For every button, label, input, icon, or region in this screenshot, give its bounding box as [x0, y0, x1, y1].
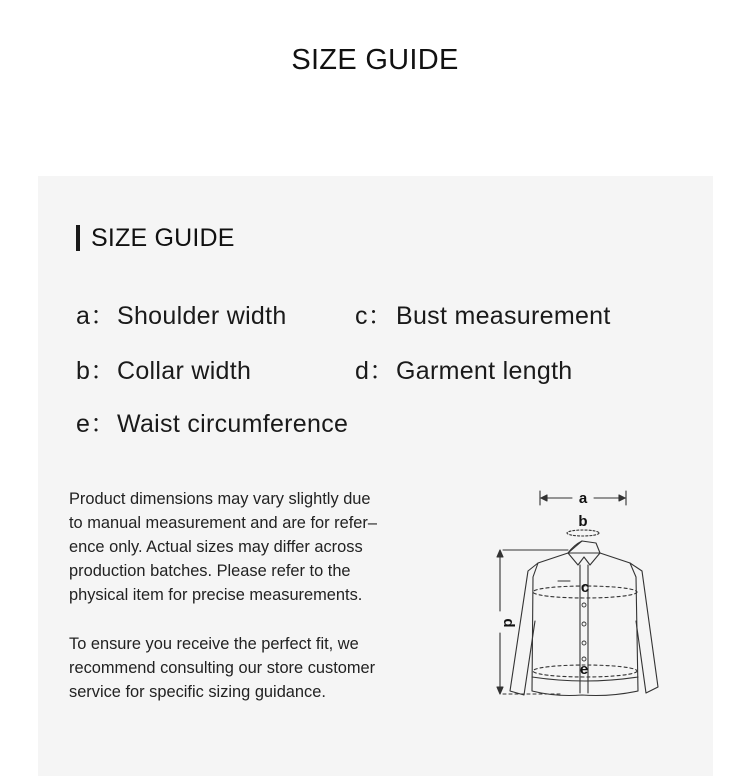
legend-item-a — [76, 296, 287, 332]
legend-key: c： — [355, 302, 394, 330]
button-3 — [582, 641, 586, 645]
note-line: physical item for precise measurements. — [69, 586, 363, 604]
page-title: SIZE GUIDE — [291, 44, 459, 76]
legend-label: Bust measurement — [396, 302, 611, 330]
diagram-label-e: e — [579, 661, 589, 678]
note-line: To ensure you receive the perfect fit, we — [69, 635, 359, 653]
note-line: to manual measurement and are for refer– — [69, 514, 377, 532]
button-2 — [582, 622, 586, 626]
customer-service-note — [69, 632, 439, 704]
legend-key: b： — [76, 357, 116, 385]
legend-label: Waist circumference — [117, 410, 349, 438]
section-heading-text: SIZE GUIDE — [91, 223, 235, 252]
collar-measure — [567, 530, 599, 536]
legend-key: a： — [76, 302, 116, 330]
shirt-sleeve-right — [630, 563, 658, 693]
section-heading — [76, 224, 235, 252]
legend-key: d： — [355, 357, 395, 385]
legend-item-c — [355, 296, 611, 332]
size-guide-panel — [38, 176, 713, 776]
note-line: recommend consulting our store customer — [69, 659, 376, 677]
legend-label: Garment length — [396, 357, 573, 385]
diagram-label-a: a — [578, 490, 588, 507]
shirt-sleeve-left — [510, 563, 538, 695]
shirt-collar-front — [568, 553, 600, 565]
measurement-disclaimer — [69, 487, 439, 607]
legend-label: Collar width — [117, 357, 252, 385]
diagram-label-b: b — [578, 513, 588, 530]
diagram-label-c: c — [580, 579, 590, 596]
note-line: production batches. Please refer to the — [69, 562, 351, 580]
note-line: Product dimensions may vary slightly due — [69, 490, 371, 508]
shirt-diagram-svg — [440, 481, 700, 706]
legend-label: Shoulder width — [117, 302, 287, 330]
legend-item-b — [76, 351, 251, 387]
button-1 — [582, 603, 586, 607]
legend-key: e： — [76, 410, 116, 438]
heading-accent-bar — [76, 225, 80, 251]
legend-item-e — [76, 404, 348, 440]
shirt-measurement-diagram — [440, 481, 700, 706]
diagram-label-d: d — [500, 618, 517, 628]
note-line: ence only. Actual sizes may differ across — [69, 538, 363, 556]
note-line: service for specific sizing guidance. — [69, 683, 326, 701]
legend-item-d — [355, 351, 573, 387]
